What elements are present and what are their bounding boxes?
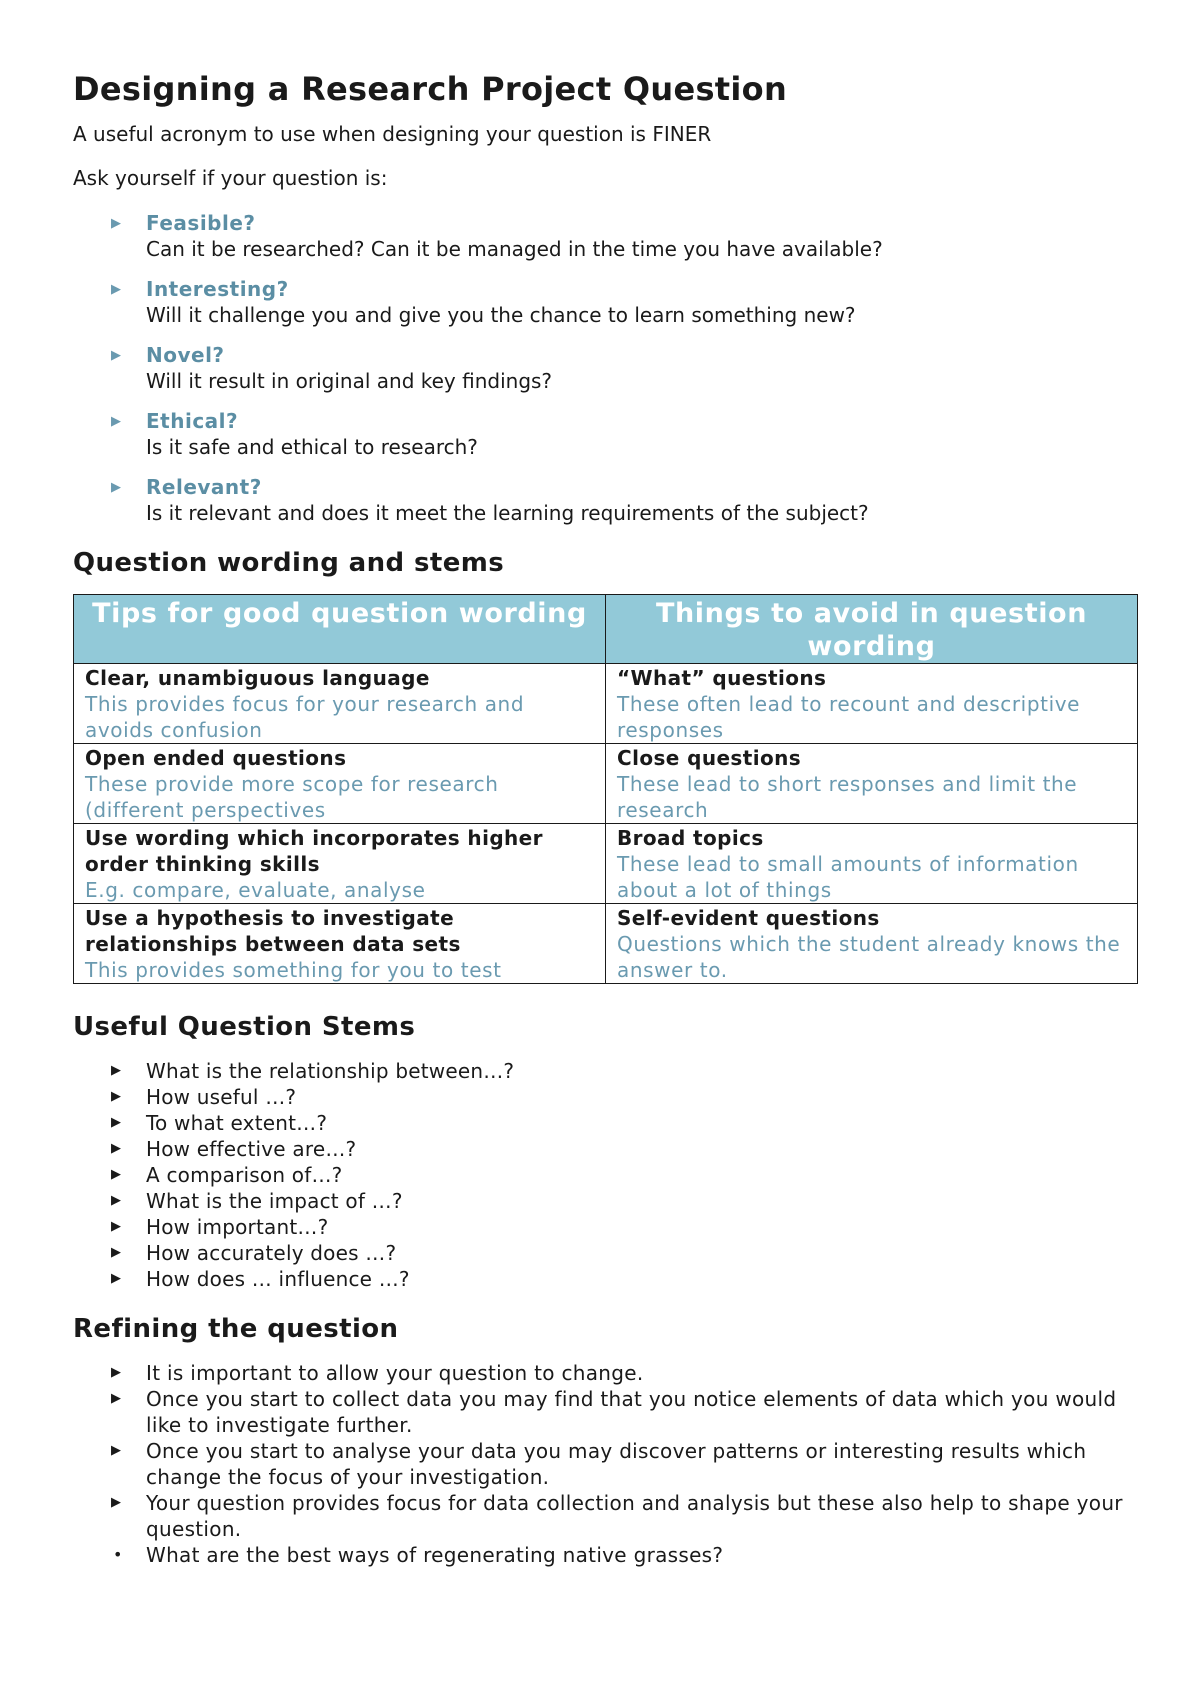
list-item bbox=[73, 1438, 1138, 1490]
table-cell-avoid bbox=[606, 664, 1138, 744]
stem-text: How accurately does …? bbox=[146, 1241, 397, 1265]
dot-bullet-icon: • bbox=[113, 1545, 123, 1564]
stem-text: How effective are…? bbox=[146, 1137, 357, 1161]
cell-note: These lead to small amounts of information about a lot of things bbox=[617, 852, 1079, 902]
list-item bbox=[73, 1240, 1138, 1266]
cell-title: Use wording which incorporates higher order thinking skills bbox=[85, 826, 543, 876]
triangle-bullet-icon: ▶ bbox=[111, 1245, 122, 1260]
table-row bbox=[74, 824, 1138, 904]
triangle-bullet-icon: ▶ bbox=[111, 216, 121, 231]
finer-item-title: Relevant? bbox=[146, 475, 262, 499]
finer-item-title: Interesting? bbox=[146, 277, 289, 301]
triangle-bullet-icon: ▶ bbox=[111, 1167, 122, 1182]
refine-text: Your question provides focus for data collection and analysis but these also help to shape your question. bbox=[146, 1491, 1123, 1541]
finer-item-title: Feasible? bbox=[146, 211, 256, 235]
table-row bbox=[74, 904, 1138, 984]
section-heading-wording: Question wording and stems bbox=[73, 548, 505, 578]
list-item bbox=[73, 1188, 1138, 1214]
table-header-row bbox=[74, 595, 1138, 664]
table-header-avoid: Things to avoid in question wording bbox=[606, 595, 1138, 664]
triangle-bullet-icon: ▶ bbox=[111, 1219, 122, 1234]
triangle-bullet-icon: ▶ bbox=[111, 1063, 122, 1078]
table-cell-avoid bbox=[606, 904, 1138, 984]
table-cell-good bbox=[74, 904, 606, 984]
triangle-bullet-icon: ▶ bbox=[111, 480, 121, 495]
stem-text: How does … influence …? bbox=[146, 1267, 410, 1291]
table-cell-avoid bbox=[606, 824, 1138, 904]
cell-title: Open ended questions bbox=[85, 746, 347, 770]
cell-title: “What” questions bbox=[617, 666, 827, 690]
refining-list bbox=[73, 1360, 1138, 1568]
finer-item-desc: Is it safe and ethical to research? bbox=[146, 435, 478, 459]
finer-item-desc: Will it challenge you and give you the chance to learn something new? bbox=[146, 303, 856, 327]
list-item bbox=[73, 1386, 1138, 1438]
cell-note: These provide more scope for research (different perspectives bbox=[85, 772, 499, 822]
stem-text: To what extent…? bbox=[146, 1111, 328, 1135]
finer-item-desc: Can it be researched? Can it be managed in the time you have available? bbox=[146, 237, 883, 261]
triangle-bullet-icon: ▶ bbox=[111, 1193, 122, 1208]
cell-title: Self-evident questions bbox=[617, 906, 880, 930]
triangle-bullet-icon: ▶ bbox=[111, 1089, 122, 1104]
cell-note: Questions which the student already knows the answer to. bbox=[617, 932, 1121, 982]
triangle-bullet-icon: ▶ bbox=[111, 282, 121, 297]
refine-text: It is important to allow your question to change. bbox=[146, 1361, 644, 1385]
list-item bbox=[73, 1162, 1138, 1188]
table-cell-good bbox=[74, 824, 606, 904]
finer-item bbox=[73, 474, 1138, 526]
section-heading-refining: Refining the question bbox=[73, 1314, 399, 1344]
finer-item-desc: Is it relevant and does it meet the learning requirements of the subject? bbox=[146, 501, 869, 525]
cell-note: These often lead to recount and descriptive responses bbox=[617, 692, 1081, 742]
finer-item bbox=[73, 408, 1138, 460]
list-item bbox=[73, 1490, 1138, 1542]
list-item bbox=[73, 1136, 1138, 1162]
finer-item-title: Novel? bbox=[146, 343, 225, 367]
intro-acronym-text: A useful acronym to use when designing your question is bbox=[73, 122, 653, 146]
cell-title: Close questions bbox=[617, 746, 802, 770]
cell-title: Use a hypothesis to investigate relationships between data sets bbox=[85, 906, 461, 956]
cell-title: Broad topics bbox=[617, 826, 764, 850]
intro-ask: Ask yourself if your question is: bbox=[73, 166, 388, 190]
table-cell-good bbox=[74, 744, 606, 824]
triangle-bullet-icon: ▶ bbox=[111, 1443, 122, 1458]
triangle-bullet-icon: ▶ bbox=[111, 348, 121, 363]
table-cell-good bbox=[74, 664, 606, 744]
document-page bbox=[73, 62, 1138, 1568]
table-row bbox=[74, 664, 1138, 744]
question-wording-table bbox=[73, 594, 1138, 984]
finer-item-title: Ethical? bbox=[146, 409, 239, 433]
finer-item bbox=[73, 276, 1138, 328]
stem-text: How useful …? bbox=[146, 1085, 297, 1109]
acronym-finer: FINER bbox=[652, 122, 712, 146]
question-stems-list bbox=[73, 1058, 1138, 1292]
triangle-bullet-icon: ▶ bbox=[111, 1271, 122, 1286]
finer-item-desc: Will it result in original and key findings? bbox=[146, 369, 553, 393]
refine-text: Once you start to collect data you may find that you notice elements of data which you would like to investigate further. bbox=[146, 1387, 1117, 1437]
table-header-good: Tips for good question wording bbox=[74, 595, 606, 664]
list-item bbox=[73, 1214, 1138, 1240]
cell-note: These lead to short responses and limit the research bbox=[617, 772, 1078, 822]
list-item bbox=[73, 1058, 1138, 1084]
triangle-bullet-icon: ▶ bbox=[111, 1495, 122, 1510]
cell-note: This provides something for you to test bbox=[85, 958, 502, 982]
finer-item bbox=[73, 342, 1138, 394]
table-cell-avoid bbox=[606, 744, 1138, 824]
triangle-bullet-icon: ▶ bbox=[111, 1141, 122, 1156]
finer-list bbox=[73, 210, 1138, 526]
stem-text: What is the impact of …? bbox=[146, 1189, 403, 1213]
list-item bbox=[73, 1084, 1138, 1110]
refine-text: Once you start to analyse your data you may discover patterns or interesting results which change the focus of your investigation. bbox=[146, 1439, 1087, 1489]
stem-text: What is the relationship between…? bbox=[146, 1059, 515, 1083]
list-item bbox=[73, 1266, 1138, 1292]
cell-note: This provides focus for your research and avoids confusion bbox=[85, 692, 525, 742]
cell-note: E.g. compare, evaluate, analyse bbox=[85, 878, 426, 902]
table-row bbox=[74, 744, 1138, 824]
intro-acronym bbox=[73, 122, 1138, 146]
stem-text: A comparison of…? bbox=[146, 1163, 343, 1187]
triangle-bullet-icon: ▶ bbox=[111, 1365, 122, 1380]
stem-text: How important…? bbox=[146, 1215, 329, 1239]
section-heading-stems: Useful Question Stems bbox=[73, 1012, 416, 1042]
triangle-bullet-icon: ▶ bbox=[111, 1391, 122, 1406]
list-item bbox=[73, 1360, 1138, 1386]
triangle-bullet-icon: ▶ bbox=[111, 414, 121, 429]
list-item bbox=[73, 1110, 1138, 1136]
list-item bbox=[73, 1542, 1138, 1568]
page-title: Designing a Research Project Question bbox=[73, 70, 788, 108]
cell-title: Clear, unambiguous language bbox=[85, 666, 430, 690]
finer-item bbox=[73, 210, 1138, 262]
triangle-bullet-icon: ▶ bbox=[111, 1115, 122, 1130]
refine-text: What are the best ways of regenerating native grasses? bbox=[146, 1543, 724, 1567]
